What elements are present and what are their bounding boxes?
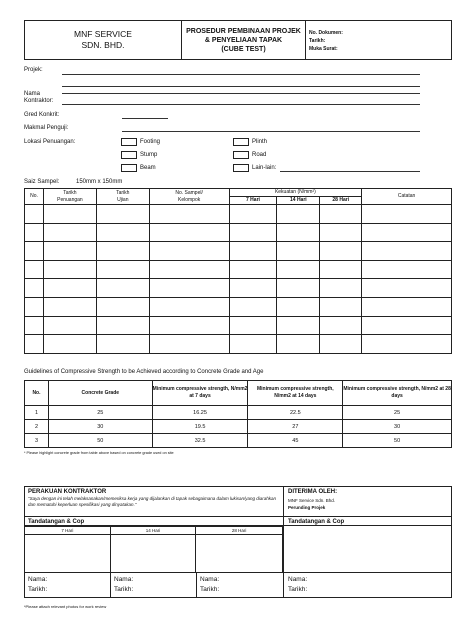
entry-cell[interactable] bbox=[43, 279, 96, 298]
entry-cell[interactable] bbox=[25, 260, 44, 279]
plinth-label: Plinth bbox=[252, 139, 268, 145]
entry-cell[interactable] bbox=[320, 205, 362, 224]
guide-col-14: Minimum compressive strength, N/mm2 at 14 days bbox=[248, 381, 343, 406]
title-line1: PROSEDUR PEMBINAAN PROJEK bbox=[186, 27, 301, 35]
kontraktor-field-2[interactable] bbox=[62, 104, 420, 105]
guidelines-table bbox=[24, 380, 452, 448]
title-line3: (CUBE TEST) bbox=[221, 45, 266, 53]
entry-cell[interactable] bbox=[43, 242, 96, 261]
stump-label: Stump bbox=[140, 152, 158, 158]
footing-label: Footing bbox=[140, 139, 161, 145]
entry-cell[interactable] bbox=[96, 297, 149, 316]
entry-cell[interactable] bbox=[320, 242, 362, 261]
col-catatan: Catatan bbox=[362, 189, 452, 205]
contractor-signature-label: Tandatangan & Cop bbox=[24, 516, 283, 526]
entry-cell[interactable] bbox=[43, 223, 96, 242]
table-row bbox=[25, 316, 452, 335]
entry-cell[interactable] bbox=[25, 242, 44, 261]
diterima-company: MNF Service Sdn. Bhd. bbox=[288, 498, 336, 503]
entry-cell[interactable] bbox=[43, 297, 96, 316]
sig-col-7: 7 Hari bbox=[25, 527, 111, 535]
consultant-signature-label: Tandatangan & Cop bbox=[284, 516, 452, 526]
col-28-hari: 28 Hari bbox=[320, 197, 362, 205]
meta-page: Muka Surat: bbox=[309, 46, 338, 52]
entry-cell[interactable] bbox=[96, 335, 149, 354]
entry-cell[interactable] bbox=[149, 279, 229, 298]
entry-cell[interactable] bbox=[229, 279, 277, 298]
entry-cell[interactable] bbox=[229, 316, 277, 335]
table-row: 1 25 16.25 22.5 25 bbox=[25, 406, 452, 420]
entry-cell[interactable] bbox=[229, 335, 277, 354]
entry-cell[interactable] bbox=[362, 279, 452, 298]
entry-cell[interactable] bbox=[96, 223, 149, 242]
entry-cell[interactable] bbox=[229, 205, 277, 224]
signature-days-table bbox=[24, 526, 283, 573]
kontraktor-field[interactable] bbox=[62, 93, 420, 94]
table-row: 2 30 19.5 27 30 bbox=[25, 420, 452, 434]
entry-cell[interactable] bbox=[96, 205, 149, 224]
saiz-label: Saiz Sampel: bbox=[24, 179, 60, 185]
entry-cell[interactable] bbox=[320, 297, 362, 316]
entry-cell[interactable] bbox=[320, 335, 362, 354]
tarikh-14: Tarikh: bbox=[114, 586, 134, 593]
document-meta-box bbox=[306, 20, 452, 60]
sig-col-28: 28 Hari bbox=[196, 527, 283, 535]
col-sampel: No. Sampel/ Kelompok bbox=[149, 189, 229, 205]
col-tarikh-penuangan: Tarikh Penuangan bbox=[43, 189, 96, 205]
entry-cell[interactable] bbox=[362, 335, 452, 354]
entry-cell[interactable] bbox=[43, 335, 96, 354]
entry-cell[interactable] bbox=[96, 260, 149, 279]
entry-cell[interactable] bbox=[229, 242, 277, 261]
entry-cell[interactable] bbox=[149, 316, 229, 335]
table-row bbox=[25, 242, 452, 261]
nama-7: Nama: bbox=[28, 576, 48, 583]
plinth-checkbox[interactable] bbox=[233, 138, 249, 146]
entry-cell[interactable] bbox=[43, 260, 96, 279]
makmal-label: Makmal Penguji: bbox=[24, 125, 69, 131]
guide-col-grade: Concrete Grade bbox=[48, 381, 152, 406]
lokasi-label: Lokasi Penuangan: bbox=[24, 139, 76, 145]
footing-checkbox[interactable] bbox=[121, 138, 137, 146]
entry-cell[interactable] bbox=[320, 279, 362, 298]
guidelines-note: * Please highlight concrete grade from table above based on concrete grade used on site bbox=[24, 451, 174, 455]
name-divider-1 bbox=[110, 572, 111, 598]
cube-test-table bbox=[24, 188, 452, 354]
table-row: 3 50 32.5 45 50 bbox=[25, 434, 452, 448]
entry-cell[interactable] bbox=[277, 316, 320, 335]
col-kekuatan: Kekuatan (N/mm²) bbox=[229, 189, 362, 197]
nama-28: Nama: bbox=[200, 576, 220, 583]
table-row bbox=[25, 297, 452, 316]
entry-cell[interactable] bbox=[362, 205, 452, 224]
name-date-row bbox=[24, 572, 452, 598]
footnote: *Please attach relevant photos for work review bbox=[24, 604, 107, 609]
entry-cell[interactable] bbox=[229, 260, 277, 279]
tarikh-7: Tarikh: bbox=[28, 586, 48, 593]
entry-cell[interactable] bbox=[25, 279, 44, 298]
projek-field[interactable] bbox=[62, 74, 420, 75]
entry-cell[interactable] bbox=[149, 205, 229, 224]
kontraktor-label: Kontraktor: bbox=[24, 98, 54, 104]
saiz-value: 150mm x 150mm bbox=[76, 179, 123, 185]
entry-cell[interactable] bbox=[277, 279, 320, 298]
entry-cell[interactable] bbox=[96, 316, 149, 335]
name-divider-2 bbox=[196, 572, 197, 598]
entry-cell[interactable] bbox=[362, 223, 452, 242]
table-row bbox=[25, 205, 452, 224]
entry-cell[interactable] bbox=[320, 316, 362, 335]
entry-cell[interactable] bbox=[277, 335, 320, 354]
nama-label: Nama bbox=[24, 91, 41, 97]
table-row bbox=[25, 335, 452, 354]
entry-cell[interactable] bbox=[320, 260, 362, 279]
projek-field-2[interactable] bbox=[62, 86, 420, 87]
entry-cell[interactable] bbox=[25, 223, 44, 242]
company-box bbox=[24, 20, 182, 60]
col-14-hari: 14 Hari bbox=[277, 197, 320, 205]
nama-consultant: Nama: bbox=[288, 576, 308, 583]
beam-checkbox[interactable] bbox=[121, 164, 137, 172]
beam-label: Beam bbox=[140, 165, 156, 171]
entry-cell[interactable] bbox=[229, 297, 277, 316]
table-row bbox=[25, 223, 452, 242]
entry-cell[interactable] bbox=[277, 260, 320, 279]
entry-cell[interactable] bbox=[277, 242, 320, 261]
table-row bbox=[25, 279, 452, 298]
entry-cell[interactable] bbox=[362, 316, 452, 335]
sig-col-14: 14 Hari bbox=[110, 527, 196, 535]
entry-cell[interactable] bbox=[277, 205, 320, 224]
col-tarikh-ujian: Tarikh Ujian bbox=[96, 189, 149, 205]
guide-col-28: Minimum compressive strength, N/mm2 at 28 days bbox=[343, 381, 452, 406]
entry-cell[interactable] bbox=[277, 223, 320, 242]
entry-cell[interactable] bbox=[149, 335, 229, 354]
entry-cell[interactable] bbox=[43, 316, 96, 335]
sig-box-14[interactable] bbox=[110, 535, 196, 573]
sig-box-7[interactable] bbox=[25, 535, 111, 573]
entry-cell[interactable] bbox=[362, 260, 452, 279]
perakuan-title: PERAKUAN KONTRAKTOR bbox=[28, 489, 107, 495]
entry-cell[interactable] bbox=[149, 297, 229, 316]
document-title-box bbox=[182, 20, 306, 60]
col-no: No. bbox=[25, 189, 44, 205]
gred-field[interactable] bbox=[122, 118, 168, 119]
entry-cell[interactable] bbox=[25, 335, 44, 354]
projek-label: Projek: bbox=[24, 67, 43, 73]
road-checkbox[interactable] bbox=[233, 151, 249, 159]
entry-cell[interactable] bbox=[229, 223, 277, 242]
lain-lain-checkbox[interactable] bbox=[233, 164, 249, 172]
nama-14: Nama: bbox=[114, 576, 134, 583]
tarikh-consultant: Tarikh: bbox=[288, 586, 308, 593]
guidelines-title: Guidelines of Compressive Strength to be Achieved according to Concrete Grade and Age bbox=[24, 369, 264, 375]
gred-label: Gred Konkrit: bbox=[24, 112, 60, 118]
entry-cell[interactable] bbox=[277, 297, 320, 316]
col-7-hari: 7 Hari bbox=[229, 197, 277, 205]
entry-cell[interactable] bbox=[25, 297, 44, 316]
entry-cell[interactable] bbox=[320, 223, 362, 242]
entry-cell[interactable] bbox=[96, 242, 149, 261]
entry-cell[interactable] bbox=[362, 297, 452, 316]
lain-lain-field[interactable] bbox=[280, 171, 420, 172]
makmal-field[interactable] bbox=[122, 131, 420, 132]
meta-doc-no: No. Dokumen: bbox=[309, 30, 343, 36]
entry-cell[interactable] bbox=[149, 223, 229, 242]
diterima-role: Perunding Projek bbox=[288, 505, 326, 510]
perakuan-statement: "Saya dengan ini telah melaksanakan/memeriksa kerja yang dijalankan di tapak sebagaimana dalam lukisan/yang diarahkan dan mematuhi keperluan spesifikasi yang dinyatakan." bbox=[28, 496, 276, 507]
company-name-line2: SDN. BHD. bbox=[81, 40, 125, 50]
meta-date: Tarikh: bbox=[309, 38, 326, 44]
entry-cell[interactable] bbox=[96, 279, 149, 298]
stump-checkbox[interactable] bbox=[121, 151, 137, 159]
guide-col-no: No. bbox=[25, 381, 49, 406]
tarikh-28: Tarikh: bbox=[200, 586, 220, 593]
road-label: Road bbox=[252, 152, 267, 158]
entry-cell[interactable] bbox=[25, 316, 44, 335]
table-row bbox=[25, 260, 452, 279]
company-name-line1: MNF SERVICE bbox=[74, 29, 132, 39]
entry-cell[interactable] bbox=[25, 205, 44, 224]
title-line2: & PENYELIAAN TAPAK bbox=[204, 36, 283, 44]
sig-box-28[interactable] bbox=[196, 535, 283, 573]
entry-cell[interactable] bbox=[43, 205, 96, 224]
entry-cell[interactable] bbox=[149, 260, 229, 279]
guide-col-7: Minimum compressive strength, N/mm2 at 7 days bbox=[152, 381, 248, 406]
entry-cell[interactable] bbox=[149, 242, 229, 261]
entry-cell[interactable] bbox=[362, 242, 452, 261]
diterima-title: DITERIMA OLEH: bbox=[288, 489, 338, 495]
lain-lain-label: Lain-lain: bbox=[252, 165, 277, 171]
